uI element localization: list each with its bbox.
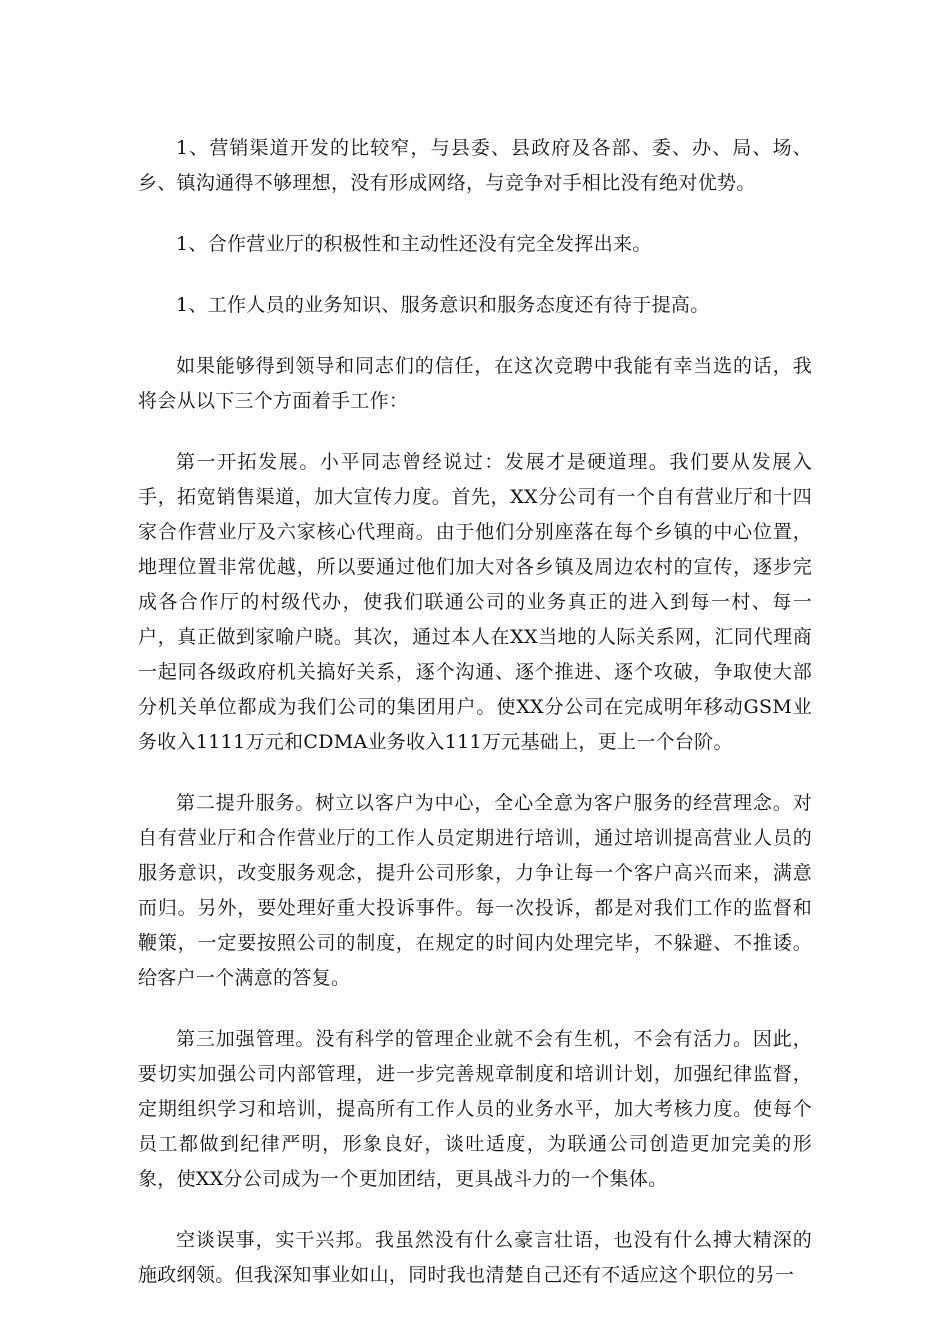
paragraph-plan-intro: 如果能够得到领导和同志们的信任，在这次竞聘中我能有幸当选的话，我将会从以下三个方面着手工作： xyxy=(138,355,812,412)
paragraph-weakness-partners: 1、合作营业厅的积极性和主动性还没有完全发挥出来。 xyxy=(176,233,652,255)
paragraph-plan-management: 第三加强管理。没有科学的管理企业就不会有生机，不会有活力。因此，要切实加强公司内部管理，进一步完善规章制度和培训计划，加强纪律监督，定期组织学习和培训，提高所有工作人员的业务水平，加大考核力度。使每个员工都做到纪律严明，形象良好，谈吐适度，为联通公司创造更加完美的形象，使XX分公司成为一个更加团结，更具战斗力的一个集体。 xyxy=(138,1028,812,1190)
paragraph-weakness-channels: 1、营销渠道开发的比较窄，与县委、县政府及各部、委、办、局、场、乡、镇沟通得不够理想，没有形成网络，与竞争对手相比没有绝对优势。 xyxy=(138,137,812,194)
paragraph-weakness-staff: 1、工作人员的业务知识、服务意识和服务态度还有待于提高。 xyxy=(176,294,710,316)
paragraph-plan-development: 第一开拓发展。小平同志曾经说过：发展才是硬道理。我们要从发展入手，拓宽销售渠道，加大宣传力度。首先，XX分公司有一个自有营业厅和十四家合作营业厅及六家核心代理商。由于他们分别座落在每个乡镇的中心位置，地理位置非常优越，所以要通过他们加大对各乡镇及周边农村的宣传，逐步完成各合作厅的村级代办，使我们联通公司的业务真正的进入到每一村、每一户，真正做到家喻户晓。其次，通过本人在XX当地的人际关系网，汇同代理商一起同各级政府机关搞好关系，逐个沟通、逐个推进、逐个攻破，争取使大部分机关单位都成为我们公司的集团用户。使XX分公司在完成明年移动GSM业务收入1111万元和CDMA业务收入111万元基础上，更上一个台阶。 xyxy=(138,451,812,753)
document-body xyxy=(138,131,812,1319)
paragraph-closing: 空谈误事，实干兴邦。我虽然没有什么豪言壮语，也没有什么搏大精深的施政纲领。但我深知事业如山，同时我也清楚自己还有不适应这个职位的另一 xyxy=(138,1229,812,1286)
paragraph-plan-service: 第二提升服务。树立以客户为中心，全心全意为客户服务的经营理念。对自有营业厅和合作营业厅的工作人员定期进行培训，通过培训提高营业人员的服务意识，改变服务观念，提升公司形象，力争让每一个客户高兴而来，满意而归。另外，要处理好重大投诉事件。每一次投诉，都是对我们工作的监督和鞭策，一定要按照公司的制度，在规定的时间内处理完毕，不躲避、不推诿。给客户一个满意的答复。 xyxy=(138,792,812,989)
